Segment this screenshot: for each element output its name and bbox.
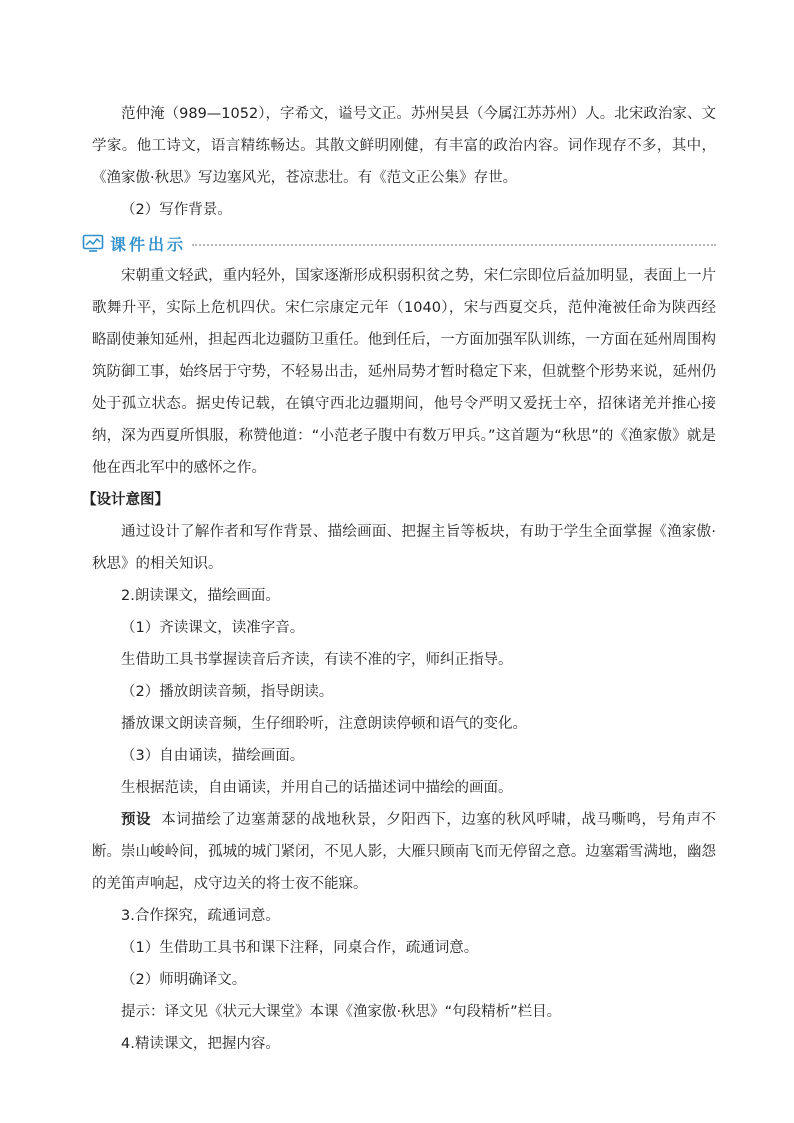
step3-1: （1）生借助工具书和课下注释，同桌合作，疏通词意。	[121, 940, 479, 956]
preset-paragraph	[92, 804, 716, 900]
section-divider	[192, 244, 716, 246]
step4-title: 4.精读课文，把握内容。	[121, 1036, 280, 1052]
courseware-section-title: 课件出示	[110, 234, 187, 254]
preset-label: 预设	[121, 812, 152, 828]
step2-3-text: 生根据范读，自由诵读，并用自己的话描述词中描绘的画面。	[121, 780, 513, 796]
document-body	[82, 98, 716, 1060]
hint-text: 提示：译文见《状元大课堂》本课《渔家傲·秋思》“句段精析”栏目。	[121, 1004, 562, 1020]
step3-2: （2）师明确译文。	[121, 972, 247, 988]
step2-1: （1）齐读课文，读准字音。	[121, 620, 305, 636]
step2-title: 2.朗读课文，描绘画面。	[121, 588, 280, 604]
courseware-screen-icon	[82, 234, 104, 252]
step2-1-text: 生借助工具书掌握读音后齐读，有读不准的字，师纠正指导。	[121, 652, 513, 668]
design-intent-text: 通过设计了解作者和写作背景、描绘画面、把握主旨等板块，有助于学生全面掌握《渔家傲·秋思》的相关知识。	[92, 524, 716, 572]
step2-3: （3）自由诵读，描绘画面。	[121, 748, 305, 764]
step3-title: 3.合作探究，疏通词意。	[121, 908, 280, 924]
design-intent-label: 【设计意图】	[82, 492, 169, 508]
preset-text: 本词描绘了边塞萧瑟的战地秋景，夕阳西下，边塞的秋风呼啸，战马嘶鸣，号角声不断。崇山峻岭间，孤城的城门紧闭，不见人影，大雁只顾南飞而无停留之意。边塞霜雪满地，幽怨的羌笛声响起，戍守边关的将士夜不能寐。	[92, 812, 716, 892]
writing-background-heading: （2）写作背景。	[121, 202, 232, 218]
background-paragraph: 宋朝重文轻武，重内轻外，国家逐渐形成积弱积贫之势，宋仁宗即位后益加明显，表面上一片歌舞升平，实际上危机四伏。宋仁宗康定元年（1040），宋与西夏交兵，范仲淹被任命为陕西经略副使兼知延州，担起西北边疆防卫重任。他到任后，一方面加强军队训练，一方面在延州周围构筑防御工事，始终居于守势，不轻易出击，延州局势才暂时稳定下来，但就整个形势来说，延州仍处于孤立状态。据史传记载，在镇守西北边疆期间，他号令严明又爱抚士卒，招徕诸羌并推心接纳，深为西夏所惧服，称赞他道：“小范老子腹中有数万甲兵。”这首题为“秋思”的《渔家傲》就是他在西北军中的感怀之作。	[92, 268, 716, 476]
step2-2-text: 播放课文朗读音频，生仔细聆听，注意朗读停顿和语气的变化。	[121, 716, 527, 732]
courseware-section-header	[82, 226, 716, 260]
step2-2: （2）播放朗读音频，指导朗读。	[121, 684, 334, 700]
author-intro-paragraph: 范仲淹（989—1052），字希文，谥号文正。苏州吴县（今属江苏苏州）人。北宋政治家、文学家。他工诗文，语言精练畅达。其散文鲜明刚健，有丰富的政治内容。词作现存不多，其中，《渔家傲·秋思》写边塞风光，苍凉悲壮。有《范文正公集》存世。	[92, 106, 716, 186]
